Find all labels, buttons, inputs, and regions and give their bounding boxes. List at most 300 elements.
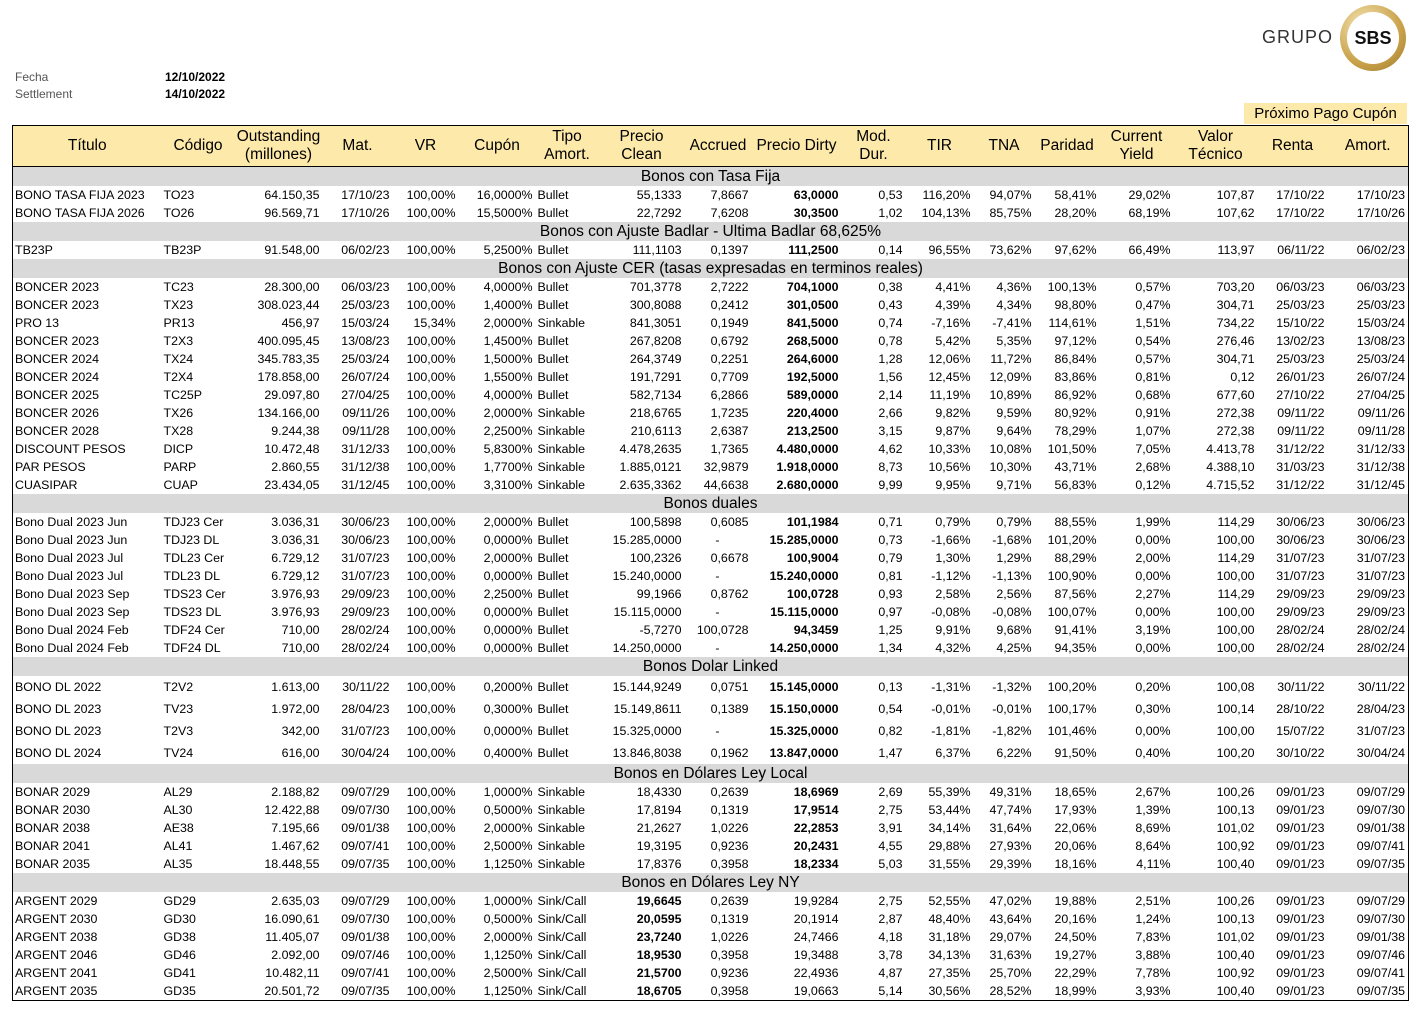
table-cell: 12.422,88 [264, 803, 320, 817]
table-cell: 09/01/23 [1276, 803, 1325, 817]
table-cell: 1,1250% [483, 948, 533, 962]
table-cell: Bono Dual 2024 Feb [15, 623, 129, 637]
table-cell: 0,0000% [483, 533, 533, 547]
table-cell: DICP [163, 442, 194, 456]
table-row [13, 186, 1409, 204]
table-cell: 100,40 [1216, 948, 1255, 962]
table-cell: 100,00% [406, 930, 456, 944]
col-vr: VR [393, 126, 459, 167]
table-cell: 17/10/22 [1276, 188, 1325, 202]
table-cell: 100,13 [1216, 803, 1255, 817]
table-cell: TV23 [163, 702, 194, 716]
table-cell: 2,0000% [483, 316, 533, 330]
table-cell: 114,61% [1048, 316, 1097, 330]
table-cell: 20,0595 [636, 912, 682, 926]
table-cell: 91,41% [1054, 623, 1097, 637]
table-cell: Sinkable [537, 442, 586, 456]
section-header [13, 167, 1409, 187]
table-cell: 0,9236 [710, 966, 749, 980]
col-renta: Renta [1258, 126, 1328, 167]
table-cell: TDL23 Cer [163, 551, 225, 565]
table-row [13, 855, 1409, 873]
table-cell: 96,55% [928, 243, 971, 257]
table-row [13, 676, 1409, 698]
table-cell: 0,93 [878, 587, 903, 601]
table-cell: 1.972,00 [271, 702, 320, 716]
table-cell: 66,49% [1128, 243, 1171, 257]
table-cell: 09/01/23 [1276, 948, 1325, 962]
table-cell: 100,26 [1216, 894, 1255, 908]
table-cell: 20,2431 [793, 839, 839, 853]
table-cell: 22,4936 [793, 966, 839, 980]
table-cell: Bullet [537, 641, 569, 655]
table-cell: 100,00% [406, 839, 456, 853]
table-cell: 0,12 [1230, 370, 1255, 384]
table-cell: Bullet [537, 587, 569, 601]
table-cell: 09/01/23 [1276, 912, 1325, 926]
table-cell: 9,64% [996, 424, 1032, 438]
table-cell: 4,62 [878, 442, 903, 456]
table-cell: -7,16% [931, 316, 971, 330]
table-cell: 5,35% [996, 334, 1032, 348]
table-cell: 19,3488 [793, 948, 839, 962]
table-cell: Sinkable [537, 460, 586, 474]
table-cell: 100,90% [1047, 569, 1097, 583]
table-cell: 28/02/24 [341, 623, 390, 637]
table-cell: Bullet [537, 388, 569, 402]
table-cell: 3,15 [878, 424, 903, 438]
table-cell: 218,6765 [629, 406, 682, 420]
table-cell: 100,20 [1216, 746, 1255, 760]
table-cell: AL29 [163, 785, 193, 799]
table-cell: 1,5500% [483, 370, 533, 384]
table-cell: Sink/Call [537, 948, 587, 962]
table-cell: 18,2334 [793, 857, 839, 871]
table-cell: 13/02/23 [1276, 334, 1325, 348]
table-cell: 31/12/38 [1356, 460, 1405, 474]
table-cell: 1,0000% [483, 894, 533, 908]
table-cell: 100,00% [406, 334, 456, 348]
table-cell: 30/06/23 [1356, 515, 1405, 529]
table-cell: 49,31% [989, 785, 1032, 799]
table-cell: T2V2 [163, 680, 194, 694]
table-cell: Sink/Call [537, 912, 587, 926]
fecha-label: Fecha [15, 70, 49, 84]
table-cell: BONO TASA FIJA 2026 [15, 206, 145, 220]
table-cell: PARP [163, 460, 197, 474]
table-cell: 191,7291 [629, 370, 682, 384]
table-cell: 8,69% [1135, 821, 1171, 835]
table-cell: 31/07/23 [1356, 569, 1405, 583]
table-cell: 09/01/38 [341, 821, 390, 835]
table-cell: BONAR 2030 [15, 803, 91, 817]
table-cell: TC23 [163, 280, 194, 294]
table-cell: 9,95% [935, 478, 971, 492]
table-cell: 1.885,0121 [619, 460, 682, 474]
table-cell: 31/12/22 [1276, 478, 1325, 492]
table-row [13, 892, 1409, 910]
table-cell: 0,0751 [710, 680, 749, 694]
col-precio-dirty: Precio Dirty [752, 126, 842, 167]
table-cell: 17/10/23 [341, 188, 390, 202]
table-cell: 2,27% [1135, 587, 1171, 601]
table-cell: 1,0000% [483, 785, 533, 799]
table-cell: 28/02/24 [1356, 641, 1405, 655]
table-cell: 06/03/23 [1356, 280, 1405, 294]
table-cell: 28/02/24 [1356, 623, 1405, 637]
table-cell: 25/03/23 [1356, 298, 1405, 312]
table-cell: 1,24% [1135, 912, 1171, 926]
section-title: Bonos duales [13, 494, 1409, 513]
table-cell: 100,00% [406, 188, 456, 202]
table-cell: ARGENT 2038 [15, 930, 98, 944]
table-cell: BONCER 2028 [15, 424, 100, 438]
table-cell: 0,79% [996, 515, 1032, 529]
table-cell: 0,1949 [710, 316, 749, 330]
table-cell: 2,56% [996, 587, 1032, 601]
table-cell: 0,6678 [710, 551, 749, 565]
table-cell: 2,75 [878, 803, 903, 817]
table-cell: 0,3958 [710, 984, 749, 998]
table-cell: 1,7365 [710, 442, 749, 456]
table-cell: 55,1333 [636, 188, 682, 202]
table-cell: 19,0663 [793, 984, 839, 998]
table-cell: 589,0000 [786, 388, 839, 402]
table-cell: 15.144,9249 [612, 680, 682, 694]
table-cell: 09/07/30 [341, 803, 390, 817]
table-cell: 677,60 [1216, 388, 1255, 402]
table-cell: 3.976,93 [271, 605, 320, 619]
table-cell: PAR PESOS [15, 460, 86, 474]
table-cell: Sink/Call [537, 984, 587, 998]
table-cell: 2,75 [878, 894, 903, 908]
table-cell: Bullet [537, 298, 569, 312]
table-cell: 3.036,31 [271, 533, 320, 547]
table-cell: 9,71% [996, 478, 1032, 492]
table-cell: 5,8300% [483, 442, 533, 456]
table-row [13, 837, 1409, 855]
table-cell: 2,51% [1135, 894, 1171, 908]
table-cell: Sinkable [537, 803, 586, 817]
table-cell: 0,54 [878, 702, 903, 716]
table-cell: 2.092,00 [271, 948, 320, 962]
table-cell: 456,97 [281, 316, 320, 330]
table-cell: 101,02 [1216, 821, 1255, 835]
table-cell: BONO DL 2023 [15, 724, 102, 738]
table-cell: 616,00 [281, 746, 320, 760]
table-cell: 26/01/23 [1276, 370, 1325, 384]
table-cell: 0,91% [1135, 406, 1171, 420]
table-cell: 100,00% [406, 388, 456, 402]
table-cell: 30/04/24 [1356, 746, 1405, 760]
table-cell: 97,62% [1054, 243, 1097, 257]
section-title: Bonos con Tasa Fija [13, 167, 1409, 187]
col-cupon: Cupón [459, 126, 536, 167]
table-cell: 16,0000% [476, 188, 533, 202]
table-row [13, 801, 1409, 819]
table-cell: 30,56% [928, 984, 971, 998]
section-header [13, 657, 1409, 676]
table-cell: 31/07/23 [1276, 551, 1325, 565]
table-cell: 09/07/30 [341, 912, 390, 926]
table-cell: 213,2500 [786, 424, 839, 438]
table-cell: 31/12/45 [341, 478, 390, 492]
table-cell: 09/01/38 [341, 930, 390, 944]
table-cell: 28/02/24 [1276, 623, 1325, 637]
table-cell: 19,3195 [636, 839, 682, 853]
section-title: Bonos con Ajuste CER (tasas expresadas en terminos reales) [13, 259, 1409, 278]
table-cell: 88,29% [1054, 551, 1097, 565]
table-cell: 55,39% [928, 785, 971, 799]
table-cell: 0,82 [878, 724, 903, 738]
table-cell: 220,4000 [786, 406, 839, 420]
table-cell: Sinkable [537, 406, 586, 420]
table-cell: 31,63% [989, 948, 1032, 962]
table-cell: GD41 [163, 966, 196, 980]
table-cell: 100,00 [1216, 623, 1255, 637]
table-cell: 12,09% [989, 370, 1032, 384]
table-cell: 7,8667 [710, 188, 749, 202]
table-cell: 10,30% [989, 460, 1032, 474]
table-cell: 29.097,80 [264, 388, 320, 402]
table-cell: 100,00% [406, 298, 456, 312]
table-cell: 15.285,0000 [769, 533, 839, 547]
table-row [13, 296, 1409, 314]
table-cell: 100,00 [1216, 641, 1255, 655]
table-cell: 0,00% [1135, 641, 1171, 655]
table-cell: - [715, 724, 720, 738]
table-cell: 100,00 [1216, 533, 1255, 547]
col-amort: Amort. [1328, 126, 1409, 167]
table-cell: 17,8194 [636, 803, 682, 817]
table-cell: 2,2500% [483, 587, 533, 601]
table-cell: 210,6113 [630, 424, 682, 438]
table-cell: 15.240,0000 [612, 569, 682, 583]
table-cell: 0,0000% [483, 641, 533, 655]
table-cell: 06/03/23 [1276, 280, 1325, 294]
table-cell: 4,0000% [483, 388, 533, 402]
table-cell: 15.115,0000 [613, 605, 682, 619]
table-cell: 0,2412 [710, 298, 749, 312]
col-tir: TIR [906, 126, 974, 167]
table-cell: 12,06% [928, 352, 971, 366]
table-cell: 80,92% [1054, 406, 1097, 420]
table-cell: T2V3 [163, 724, 194, 738]
table-row [13, 458, 1409, 476]
table-cell: 0,7709 [710, 370, 749, 384]
table-cell: 18,6705 [636, 984, 682, 998]
table-cell: Sinkable [537, 478, 586, 492]
table-cell: 100,00% [406, 746, 456, 760]
table-cell: 13/08/23 [341, 334, 390, 348]
table-cell: 2,2500% [483, 424, 533, 438]
table-cell: 0,0000% [483, 569, 533, 583]
table-cell: 15,34% [413, 316, 456, 330]
table-cell: 267,8208 [629, 334, 682, 348]
table-cell: 0,81% [1135, 370, 1171, 384]
table-cell: Sinkable [537, 857, 586, 871]
table-cell: 47,74% [989, 803, 1032, 817]
table-cell: 100,00% [406, 912, 456, 926]
table-cell: Bullet [537, 702, 569, 716]
table-row [13, 567, 1409, 585]
table-cell: 20,16% [1054, 912, 1097, 926]
table-cell: 09/01/38 [1356, 930, 1405, 944]
table-cell: 09/07/30 [1356, 803, 1405, 817]
table-cell: 15/03/24 [341, 316, 390, 330]
table-cell: Bullet [537, 243, 569, 257]
table-cell: 100,26 [1216, 785, 1255, 799]
table-cell: 26/07/24 [341, 370, 390, 384]
table-cell: 100,2326 [629, 551, 682, 565]
table-cell: 28/04/23 [1356, 702, 1405, 716]
table-cell: 6,22% [996, 746, 1032, 760]
table-cell: 100,92 [1216, 839, 1255, 853]
table-cell: TB23P [15, 243, 53, 257]
table-cell: 101,46% [1047, 724, 1097, 738]
table-row [13, 241, 1409, 259]
table-cell: 15.285,0000 [612, 533, 682, 547]
table-cell: Bullet [537, 334, 569, 348]
table-cell: 5,03 [878, 857, 903, 871]
table-cell: PRO 13 [15, 316, 60, 330]
table-cell: 100,00% [406, 243, 456, 257]
table-cell: 4.413,78 [1206, 442, 1255, 456]
table-cell: 17/10/22 [1276, 206, 1325, 220]
table-cell: 100,00 [1216, 724, 1255, 738]
table-cell: 24,7466 [793, 930, 839, 944]
table-cell: 99,1966 [636, 587, 682, 601]
table-cell: 31,55% [928, 857, 971, 871]
table-cell: TDJ23 DL [163, 533, 220, 547]
table-cell: 10,89% [989, 388, 1032, 402]
table-cell: 116,20% [922, 188, 971, 202]
table-cell: 17,8376 [636, 857, 682, 871]
table-cell: 2,69 [878, 785, 903, 799]
table-cell: -1,13% [992, 569, 1032, 583]
table-cell: 2.635,3362 [619, 478, 682, 492]
table-cell: Bullet [537, 724, 569, 738]
table-cell: 0,1397 [710, 243, 749, 257]
table-cell: Bullet [537, 680, 569, 694]
table-cell: 1,02 [878, 206, 903, 220]
col-accrued: Accrued [685, 126, 752, 167]
table-row [13, 982, 1409, 1001]
col-valor-tecnico: Valor Técnico [1174, 126, 1258, 167]
section-title: Bonos Dolar Linked [13, 657, 1409, 676]
table-row [13, 204, 1409, 222]
table-cell: 0,6792 [710, 334, 749, 348]
table-cell: 43,64% [989, 912, 1032, 926]
table-cell: 98,80% [1054, 298, 1097, 312]
table-cell: 15.325,0000 [769, 724, 839, 738]
table-cell: 114,29 [1217, 551, 1255, 565]
table-cell: 704,1000 [786, 280, 839, 294]
col-tipo-amort: Tipo Amort. [536, 126, 599, 167]
table-cell: 304,71 [1216, 298, 1255, 312]
table-cell: 3,3100% [483, 478, 533, 492]
table-cell: 09/07/29 [341, 894, 390, 908]
table-cell: 0,3000% [483, 702, 533, 716]
table-cell: AE38 [163, 821, 194, 835]
table-row [13, 422, 1409, 440]
table-cell: 09/07/29 [1356, 785, 1405, 799]
table-row [13, 720, 1409, 742]
table-cell: 09/07/46 [1356, 948, 1405, 962]
table-cell: 0,00% [1135, 569, 1171, 583]
table-cell: TC25P [163, 388, 203, 402]
table-cell: 1.918,0000 [776, 460, 839, 474]
table-cell: Bullet [537, 605, 569, 619]
table-cell: 100,0728 [786, 587, 839, 601]
table-cell: 2,0000% [483, 515, 533, 529]
table-cell: 14.250,0000 [769, 641, 839, 655]
table-row [13, 440, 1409, 458]
table-cell: 100,00% [406, 641, 456, 655]
table-cell: 1,5000% [483, 352, 533, 366]
table-cell: 2.635,03 [271, 894, 320, 908]
table-cell: BONAR 2041 [15, 839, 91, 853]
table-cell: 7,05% [1135, 442, 1171, 456]
table-cell: 0,3958 [710, 948, 749, 962]
table-cell: 06/02/23 [341, 243, 390, 257]
table-cell: 2,7222 [710, 280, 749, 294]
table-cell: 100,00% [406, 424, 456, 438]
table-cell: 31,18% [928, 930, 971, 944]
table-cell: Bono Dual 2023 Jun [15, 515, 128, 529]
table-cell: Bono Dual 2024 Feb [15, 641, 129, 655]
table-cell: 0,68% [1135, 388, 1171, 402]
table-cell: BONO TASA FIJA 2023 [15, 188, 145, 202]
table-cell: -0,08% [992, 605, 1032, 619]
table-row [13, 698, 1409, 720]
table-cell: 2,5000% [483, 839, 533, 853]
table-cell: 09/01/38 [1356, 821, 1405, 835]
table-cell: 31,64% [989, 821, 1032, 835]
section-title: Bonos en Dólares Ley NY [13, 873, 1409, 892]
table-cell: 63,0000 [793, 188, 839, 202]
table-cell: 87,56% [1054, 587, 1097, 601]
table-cell: 25/03/23 [341, 298, 390, 312]
table-cell: 1,4500% [483, 334, 533, 348]
table-row [13, 964, 1409, 982]
table-cell: 34,14% [928, 821, 971, 835]
table-cell: 27/04/25 [341, 388, 390, 402]
table-cell: 18,9530 [636, 948, 682, 962]
table-cell: 94,3459 [793, 623, 839, 637]
table-cell: 104,13% [921, 206, 971, 220]
table-cell: 30/06/23 [1356, 533, 1405, 547]
table-cell: Sinkable [537, 785, 586, 799]
table-cell: 342,00 [281, 724, 320, 738]
table-cell: 18.448,55 [264, 857, 320, 871]
col-outstanding: Outstanding (millones) [235, 126, 323, 167]
table-cell: 19,6645 [636, 894, 682, 908]
table-cell: 100,20% [1047, 680, 1097, 694]
table-cell: 30/06/23 [341, 515, 390, 529]
table-cell: 09/07/41 [1356, 839, 1405, 853]
table-cell: 100,07% [1047, 605, 1097, 619]
table-cell: 100,40 [1216, 857, 1255, 871]
table-cell: 25/03/23 [1276, 298, 1325, 312]
table-cell: 29,88% [928, 839, 971, 853]
table-row [13, 603, 1409, 621]
table-cell: 100,00% [406, 702, 456, 716]
table-cell: TX26 [163, 406, 194, 420]
sbs-logo-text: SBS [1347, 12, 1399, 64]
section-header [13, 873, 1409, 892]
bonds-table [12, 125, 1409, 1001]
